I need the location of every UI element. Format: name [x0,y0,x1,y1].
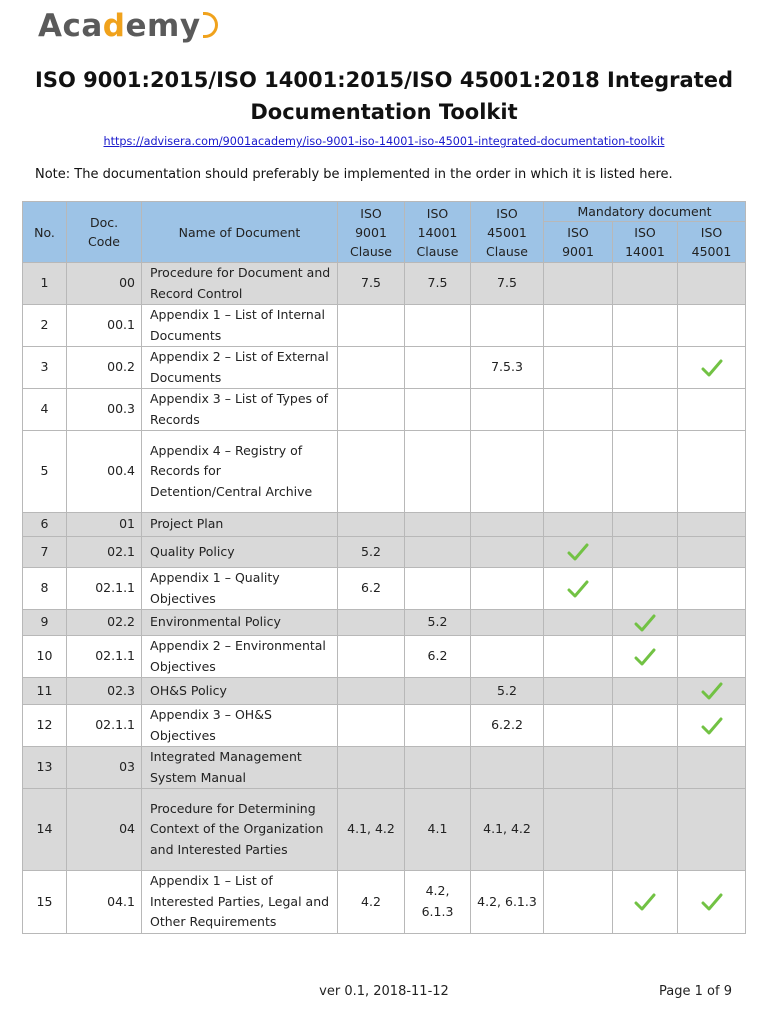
iso9001-clause: 7.5 [338,263,405,305]
footer-page-number: Page 1 of 9 [659,984,732,999]
header-mandatory-iso9001 [544,222,613,263]
mandatory-iso45001-cell [678,347,746,389]
mandatory-iso45001-cell [678,431,746,513]
header-iso9001-l2: 9001 [355,224,387,240]
row-number: 15 [23,871,67,934]
iso45001-clause: 6.2.2 [471,705,544,747]
row-number: 10 [23,636,67,678]
checkmark-icon [634,648,656,666]
doc-code: 02.1.1 [67,568,142,610]
header-document-name: Name of Document [142,202,338,263]
mandatory-iso45001-cell [678,513,746,537]
mandatory-iso9001-cell [544,305,613,347]
iso45001-clause [471,305,544,347]
iso45001-clause: 7.5.3 [471,347,544,389]
header-iso9001-l1: ISO [360,205,382,221]
row-number: 3 [23,347,67,389]
iso45001-clause [471,747,544,789]
mandatory-iso14001-cell [613,636,678,678]
iso45001-clause: 4.2, 6.1.3 [471,871,544,934]
doc-code: 02.3 [67,678,142,705]
header-iso14001-l3: Clause [416,243,459,259]
document-name: Procedure for Determining Context of the Organization and Interested Parties [142,789,338,871]
header-mandatory-document: Mandatory document [544,202,746,222]
iso14001-clause [405,705,471,747]
header-m14001-l2: 14001 [625,244,665,259]
header-mandatory-iso14001 [613,222,678,263]
document-name: Project Plan [142,513,338,537]
mandatory-iso14001-cell [613,389,678,431]
documents-table [22,201,746,934]
header-iso9001-clause [338,202,405,263]
iso45001-clause: 4.1, 4.2 [471,789,544,871]
mandatory-iso14001-cell [613,568,678,610]
mandatory-iso9001-cell [544,610,613,636]
table-row [23,789,746,871]
mandatory-iso14001-cell [613,263,678,305]
mandatory-iso45001-cell [678,705,746,747]
page-title [0,64,768,128]
header-doc-code-line1: Doc. [89,215,119,230]
table-row [23,305,746,347]
header-iso14001-l2: 14001 [417,224,458,240]
mandatory-iso14001-cell [613,747,678,789]
iso14001-clause [405,568,471,610]
iso9001-clause [338,636,405,678]
iso45001-clause [471,537,544,568]
iso45001-clause: 5.2 [471,678,544,705]
row-number: 2 [23,305,67,347]
mandatory-iso45001-cell [678,389,746,431]
mandatory-iso45001-cell [678,747,746,789]
iso9001-clause: 4.1, 4.2 [338,789,405,871]
row-number: 7 [23,537,67,568]
title-line-2: Documentation Toolkit [250,100,518,124]
mandatory-iso9001-cell [544,705,613,747]
mandatory-iso45001-cell [678,789,746,871]
iso14001-clause [405,678,471,705]
iso45001-clause [471,431,544,513]
document-name: Appendix 3 – List of Types of Records [142,389,338,431]
doc-code: 01 [67,513,142,537]
table-row [23,610,746,636]
iso14001-clause [405,431,471,513]
header-iso45001-l2: 45001 [487,224,527,240]
mandatory-iso14001-cell [613,513,678,537]
table-row [23,431,746,513]
mandatory-iso14001-cell [613,347,678,389]
checkmark-icon [567,543,589,561]
row-number: 9 [23,610,67,636]
table-row [23,263,746,305]
table-row [23,513,746,537]
header-iso14001-l1: ISO [426,205,449,221]
toolkit-link[interactable]: https://advisera.com/9001academy/iso-9001-iso-14001-iso-45001-integrated-documentation-toolkit [103,135,665,148]
table-row [23,871,746,934]
mandatory-iso45001-cell [678,263,746,305]
mandatory-iso45001-cell [678,678,746,705]
mandatory-iso45001-cell [678,636,746,678]
doc-code: 04 [67,789,142,871]
doc-code: 00.2 [67,347,142,389]
header-m9001-l2: 9001 [562,244,594,259]
row-number: 12 [23,705,67,747]
header-iso45001-l3: Clause [486,243,528,259]
header-iso45001-l1: ISO [496,205,518,221]
checkmark-icon [567,580,589,598]
row-number: 8 [23,568,67,610]
iso14001-clause [405,305,471,347]
iso9001-clause [338,678,405,705]
table-row [23,568,746,610]
iso45001-clause [471,389,544,431]
mandatory-iso45001-cell [678,537,746,568]
documents-table-body [23,263,746,934]
mandatory-iso14001-cell [613,871,678,934]
logo-text-accent: d [102,8,126,44]
doc-code: 00 [67,263,142,305]
row-number: 1 [23,263,67,305]
doc-code: 02.1 [67,537,142,568]
row-number: 5 [23,431,67,513]
table-row [23,347,746,389]
iso14001-clause: 6.2 [405,636,471,678]
mandatory-iso9001-cell [544,431,613,513]
header-doc-code [67,202,142,263]
logo-text-prefix: Aca [38,8,103,44]
doc-code: 00.1 [67,305,142,347]
mandatory-iso9001-cell [544,537,613,568]
iso9001-clause: 5.2 [338,537,405,568]
implementation-note: Note: The documentation should preferably be implemented in the order in which it is listed here. [35,167,673,182]
iso9001-clause: 4.2 [338,871,405,934]
mandatory-iso14001-cell [613,678,678,705]
mandatory-iso45001-cell [678,305,746,347]
doc-code: 00.4 [67,431,142,513]
table-row [23,389,746,431]
mandatory-iso14001-cell [613,537,678,568]
iso45001-clause [471,636,544,678]
header-iso45001-clause [471,202,544,263]
mandatory-iso9001-cell [544,263,613,305]
document-name: Appendix 4 – Registry of Records for Detention/Central Archive [142,431,338,513]
document-name: Appendix 2 – List of External Documents [142,347,338,389]
document-name: OH&S Policy [142,678,338,705]
doc-code: 03 [67,747,142,789]
checkmark-icon [701,717,723,735]
checkmark-icon [701,893,723,911]
mandatory-iso14001-cell [613,789,678,871]
iso45001-clause: 7.5 [471,263,544,305]
iso45001-clause [471,610,544,636]
document-name: Appendix 3 – OH&S Objectives [142,705,338,747]
row-number: 6 [23,513,67,537]
document-name: Quality Policy [142,537,338,568]
iso9001-clause [338,305,405,347]
iso45001-clause [471,513,544,537]
iso14001-clause: 7.5 [405,263,471,305]
logo-arc-icon [203,12,218,38]
mandatory-iso45001-cell [678,871,746,934]
doc-code: 04.1 [67,871,142,934]
checkmark-icon [701,359,723,377]
header-iso14001-clause [405,202,471,263]
header-m14001-l1: ISO [634,225,656,240]
table-row [23,537,746,568]
logo-text-suffix: emy [125,8,201,44]
iso9001-clause: 6.2 [338,568,405,610]
iso9001-clause [338,389,405,431]
mandatory-iso14001-cell [613,705,678,747]
iso14001-clause [405,747,471,789]
mandatory-iso9001-cell [544,747,613,789]
table-row [23,636,746,678]
mandatory-iso14001-cell [613,610,678,636]
document-name: Environmental Policy [142,610,338,636]
header-m45001-l1: ISO [700,225,723,240]
iso9001-clause [338,747,405,789]
header-no: No. [23,202,67,263]
iso14001-clause: 5.2 [405,610,471,636]
row-number: 13 [23,747,67,789]
footer-version: ver 0.1, 2018-11-12 [319,984,449,999]
iso9001-clause [338,610,405,636]
iso14001-clause [405,347,471,389]
mandatory-iso9001-cell [544,513,613,537]
header-m45001-l2: 45001 [691,244,732,259]
mandatory-iso9001-cell [544,871,613,934]
header-m9001-l1: ISO [567,225,589,240]
checkmark-icon [634,614,656,632]
iso14001-clause: 4.2, 6.1.3 [405,871,471,934]
header-doc-code-line2: Code [87,234,120,249]
row-number: 4 [23,389,67,431]
iso9001-clause [338,347,405,389]
mandatory-iso9001-cell [544,636,613,678]
document-name: Appendix 1 – Quality Objectives [142,568,338,610]
row-number: 11 [23,678,67,705]
table-row [23,705,746,747]
doc-code: 02.1.1 [67,636,142,678]
document-name: Appendix 1 – List of Internal Documents [142,305,338,347]
header-mandatory-iso45001 [678,222,746,263]
mandatory-iso9001-cell [544,347,613,389]
mandatory-iso14001-cell [613,305,678,347]
table-row [23,678,746,705]
iso9001-clause [338,513,405,537]
mandatory-iso45001-cell [678,610,746,636]
row-number: 14 [23,789,67,871]
checkmark-icon [701,682,723,700]
doc-code: 00.3 [67,389,142,431]
iso14001-clause: 4.1 [405,789,471,871]
academy-logo [38,8,218,44]
document-name: Procedure for Document and Record Control [142,263,338,305]
title-line-1: ISO 9001:2015/ISO 14001:2015/ISO 45001:2018 Integrated [35,68,733,92]
mandatory-iso9001-cell [544,678,613,705]
mandatory-iso9001-cell [544,389,613,431]
table-row [23,747,746,789]
checkmark-icon [634,893,656,911]
document-name: Integrated Management System Manual [142,747,338,789]
iso45001-clause [471,568,544,610]
iso9001-clause [338,431,405,513]
mandatory-iso45001-cell [678,568,746,610]
doc-code: 02.1.1 [67,705,142,747]
document-name: Appendix 1 – List of Interested Parties, Legal and Other Requirements [142,871,338,934]
iso14001-clause [405,389,471,431]
iso14001-clause [405,537,471,568]
iso9001-clause [338,705,405,747]
iso14001-clause [405,513,471,537]
mandatory-iso14001-cell [613,431,678,513]
doc-code: 02.2 [67,610,142,636]
header-iso9001-l3: Clause [350,243,392,259]
mandatory-iso9001-cell [544,789,613,871]
document-name: Appendix 2 – Environmental Objectives [142,636,338,678]
mandatory-iso9001-cell [544,568,613,610]
